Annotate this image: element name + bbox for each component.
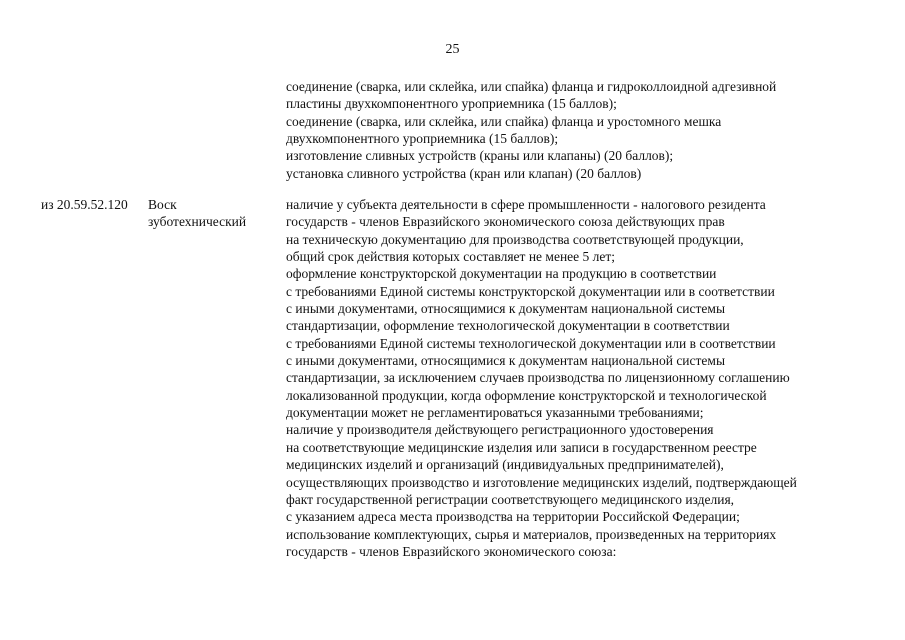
text-line: соединение (сварка, или склейка, или спайка) фланца и уростомного мешка (286, 113, 722, 129)
text-line: осуществляющих производство и изготовление медицинских изделий, подтверждающей (286, 474, 797, 490)
text-line: факт государственной регистрации соответствующего медицинского изделия, (286, 491, 735, 507)
text-line: с указанием адреса места производства на территории Российской Федерации; (286, 509, 740, 525)
text-line: документации может не регламентироваться указанными требованиями; (286, 405, 704, 421)
product-name (148, 196, 283, 231)
product-requirements (286, 196, 886, 560)
text-line: двухкомпонентного уроприемника (15 баллов); (286, 131, 559, 147)
text-line: на соответствующие медицинские изделия или записи в государственном реестре (286, 439, 757, 455)
text-line: локализованной продукции, когда оформление конструкторской и технологической (286, 387, 767, 403)
text-line: стандартизации, за исключением случаев производства по лицензионному соглашению (286, 370, 790, 386)
text-line: оформление конструкторской документации на продукцию в соответствии (286, 266, 717, 282)
page-number: 25 (445, 42, 460, 57)
text-line: с требованиями Единой системы конструкторской документации или в соответствии (286, 283, 775, 299)
text-line: стандартизации, оформление технологической документации в соответствии (286, 318, 730, 334)
text-line: наличие у субъекта деятельности в сфере промышленности - налогового резидента (286, 197, 766, 212)
text-line: государств - членов Евразийского экономического союза действующих прав (286, 214, 725, 230)
text-line: пластины двухкомпонентного уроприемника (15 баллов); (286, 96, 617, 112)
text-line: использование комплектующих, сырья и материалов, произведенных на территориях (286, 526, 777, 542)
text-line: общий срок действия которых составляет не менее 5 лет; (286, 249, 616, 265)
text-line: установка сливного устройства (кран или клапан) (20 баллов) (286, 165, 642, 181)
continuation-requirements (286, 78, 886, 182)
text-line: с иными документами, относящимися к документам национальной системы (286, 301, 726, 317)
text-line: соединение (сварка, или склейка, или спайка) фланца и гидроколлоидной адгезивной (286, 79, 777, 94)
product-name-line: Воск (148, 197, 177, 212)
product-code (41, 196, 141, 213)
text-line: медицинских изделий и организаций (индивидуальных предпринимателей), (286, 457, 724, 473)
text-line: с требованиями Единой системы технологической документации или в соответствии (286, 335, 776, 351)
product-code-text: из 20.59.52.120 (41, 197, 128, 212)
text-line: наличие у производителя действующего регистрационного удостоверения (286, 422, 714, 438)
product-name-line: зуботехнический (148, 214, 247, 230)
text-line: государств - членов Евразийского экономического союза: (286, 543, 617, 559)
text-line: с иными документами, относящимися к документам национальной системы (286, 353, 726, 369)
text-line: изготовление сливных устройств (краны или клапаны) (20 баллов); (286, 148, 674, 164)
text-line: на техническую документацию для производства соответствующей продукции, (286, 231, 744, 247)
